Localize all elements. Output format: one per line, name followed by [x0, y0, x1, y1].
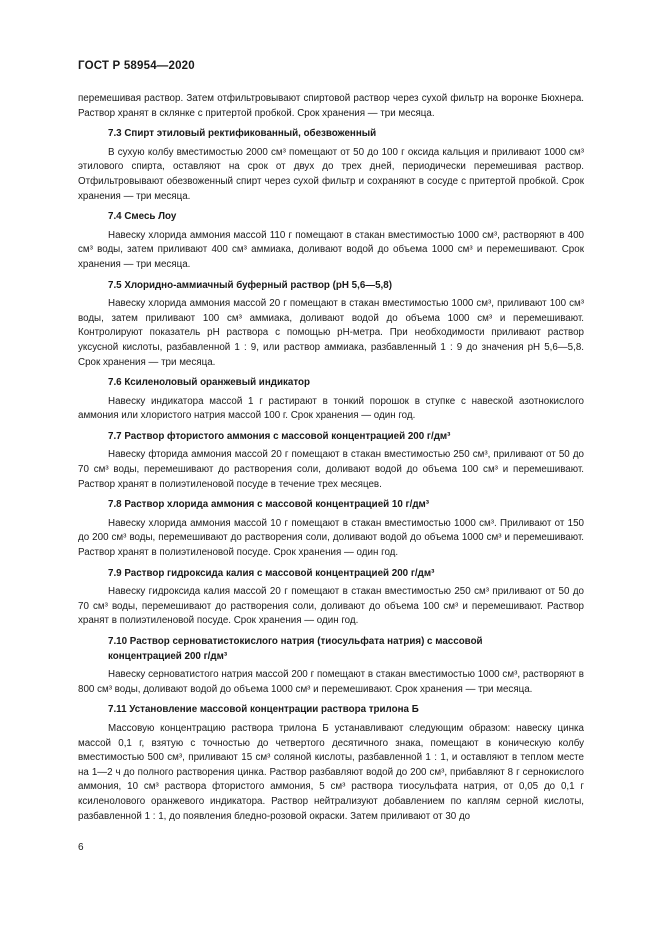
section-body-7-5: Навеску хлорида аммония массой 20 г помещают в стакан вместимостью 1000 см³, приливают 100 см³ воды, затем приливают 100 см³ аммиака, доливают водой до объема 1000 см³ и перемешивают. Контролируют показатель pH раствора с помощью pH-метра. При необходимости приливают раствор уксусной кислоты, разбавленной 1 : 9, или раствор аммиака, разбавленный 1 : 9 до значения pH 5,6—5,8. Срок хранения — три месяца.: [78, 298, 584, 368]
section-body-7-8: Навеску хлорида аммония массой 10 г помещают в стакан вместимостью 1000 см³. Приливают от 150 до 200 см³ воды, перемешивают до растворения соли, доливают водой до объема 1000 см³ и перемешивают. Раствор хранят в полиэтиленовой посуде. Срок хранения — один год.: [78, 517, 584, 559]
intro-paragraph: перемешивая раствор. Затем отфильтровывают спиртовой раствор через сухой фильтр на воронке Бюхнера. Раствор хранят в склянке с притертой пробкой. Срок хранения — три месяца.: [78, 93, 584, 119]
page-number: 6: [78, 842, 84, 853]
section-body-7-10: Навеску серноватистого натрия массой 200 г помещают в стакан вместимостью 1000 см³, растворяют в 800 см³ воды, доливают водой до объема 1000 см³ и перемешивают. Срок хранения — три месяца.: [78, 669, 584, 695]
section-title-7-8: 7.8 Раствор хлорида аммония с массовой концентрацией 10 г/дм³: [108, 499, 430, 511]
section-title-7-6: 7.6 Ксиленоловый оранжевый индикатор: [108, 377, 310, 389]
section-body-7-11: Массовую концентрацию раствора трилона Б устанавливают следующим образом: навеску цинка массой 0,1 г, взятую с точностью до четвертого десятичного знака, помещают в коническую колбу вместимостью 500 см³, приливают 15 см³ соляной кислоты, разбавленной 1 : 1, и оставляют в теплом месте на 1—2 ч до полного растворения цинка. Раствор разбавляют водой до 200 см³, прибавляют 8 г сернокислого аммония, 10 см³ раствора фтористого аммония, 5 см³ раствора тиосульфата натрия, от 0,05 до 0,1 г ксиленолового оранжевого индикатора. Раствор нейтрализуют добавлением по каплям серной кислоты, разбавленной 1 : 1, до появления бледно-розовой окраски. Затем приливают от 30 до: [78, 722, 584, 822]
section-title-7-10-line1: 7.10 Раствор серноватистокислого натрия (тиосульфата натрия) с массовой: [108, 636, 483, 647]
section-body-7-4: Навеску хлорида аммония массой 110 г помещают в стакан вместимостью 1000 см³, растворяют в 400 см³ воды, затем приливают 400 см³ аммиака, доливают водой до объема 1000 см³ и перемешивают. Срок хранения — три месяца.: [78, 229, 584, 270]
document-header: ГОСТ Р 58954—2020: [78, 60, 195, 72]
section-body-7-3: В сухую колбу вместимостью 2000 см³ помещают от 50 до 100 г оксида кальция и приливают 1000 см³ этилового спирта, оставляют на срок от двух до трех дней, периодически перемешивая раствор. Отфильтровывают обезвоженный спирт через сухой фильтр и сохраняют в сосуде с притертой пробкой. Срок хранения — три месяца.: [78, 146, 584, 202]
section-title-7-7: 7.7 Раствор фтористого аммония с массовой концентрацией 200 г/дм³: [108, 430, 451, 442]
section-title-7-4: 7.4 Смесь Лоу: [108, 211, 177, 223]
section-body-7-9: Навеску гидроксида калия массой 20 г помещают в стакан вместимостью 250 см³ приливают от 50 до 70 см³ воды, перемешивают до растворения соли, доливают до объема 100 см³ и перемешивают. Раствор хранят в полиэтиленовой посуде. Срок хранения — один год.: [78, 586, 584, 627]
section-title-7-9: 7.9 Раствор гидроксида калия с массовой концентрацией 200 г/дм³: [108, 567, 435, 579]
section-body-7-6: Навеску индикатора массой 1 г растирают в тонкий порошок в ступке с навеской азотнокислого аммония или хлористого натрия массой 100 г. Срок хранения — один год.: [78, 395, 584, 422]
section-title-7-5: 7.5 Хлоридно-аммиачный буферный раствор (pH 5,6—5,8): [108, 279, 392, 291]
document-body: [78, 92, 584, 824]
section-title-7-11: 7.11 Установление массовой концентрации раствора трилона Б: [108, 704, 419, 716]
section-title-7-10: [78, 635, 584, 664]
section-body-7-7: Навеску фторида аммония массой 20 г помещают в стакан вместимостью 250 см³, приливают от 50 до 70 см³ воды, перемешивают до растворения соли, доливают водой до объема 100 см³ и перемешивают. Раствор хранят в полиэтиленовой посуде в течение трех месяцев.: [78, 449, 584, 490]
section-title-7-10-line2: концентрацией 200 г/дм³: [108, 650, 228, 662]
section-title-7-3: 7.3 Спирт этиловый ректификованный, обезвоженный: [108, 128, 377, 140]
